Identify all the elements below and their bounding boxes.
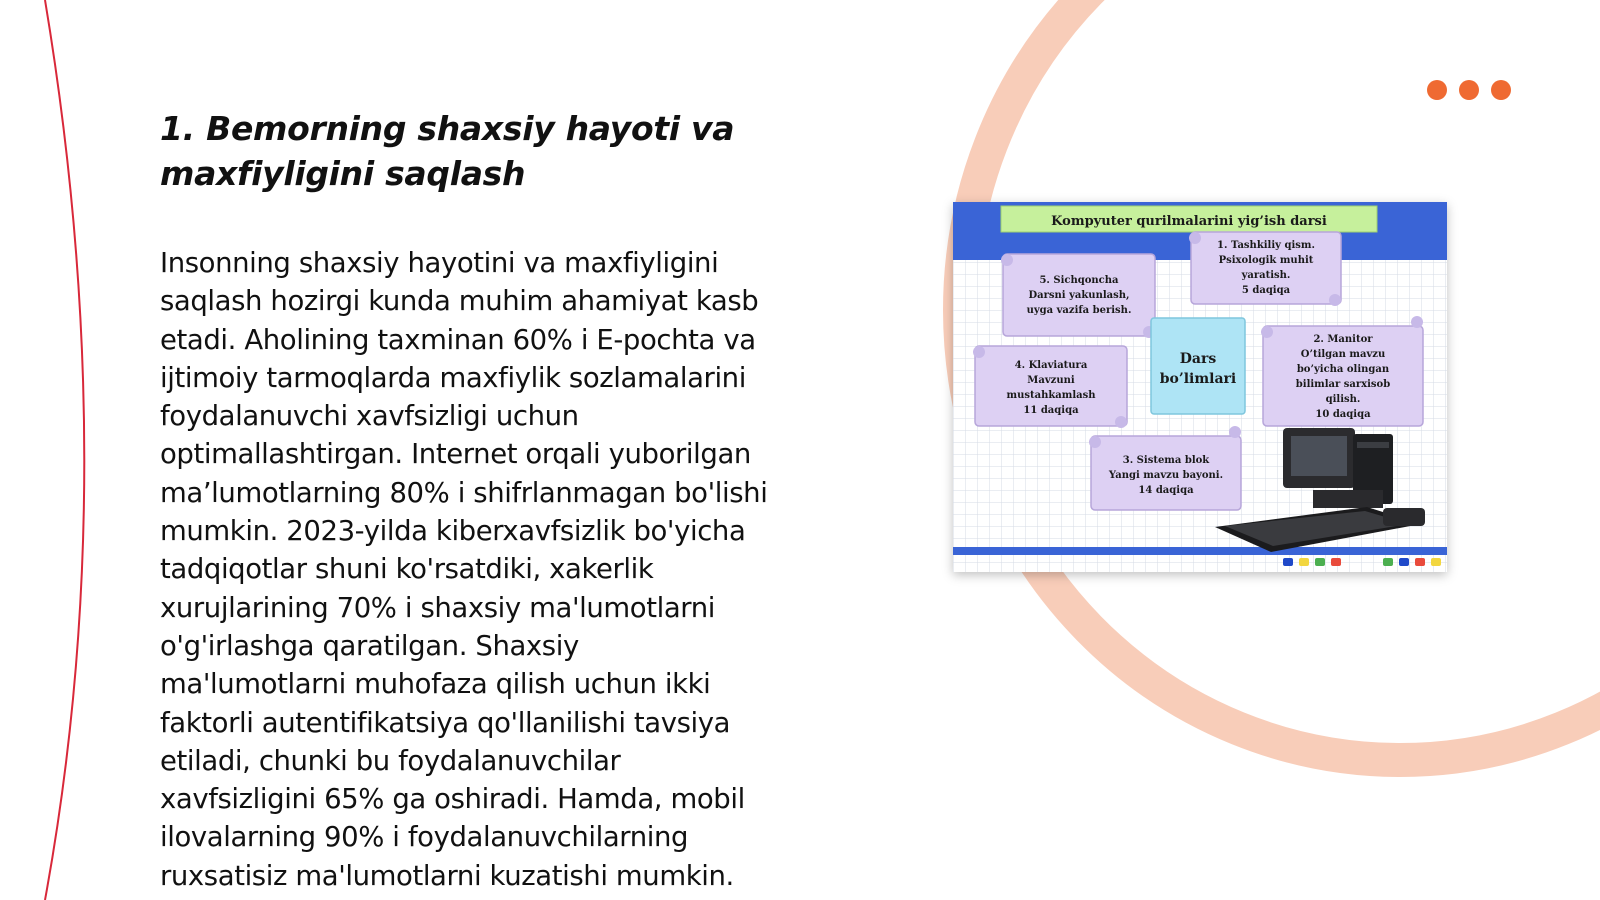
scroll-3-line: 3. Sistema blok [1122,455,1210,466]
scroll-2-line: 2. Manitor [1313,334,1373,345]
body-line: xavfsizligini 65% ga oshiradi. Hamda, mobil [160,783,745,816]
body-paragraph [160,244,850,895]
scroll-1-line: 1. Tashkiliy qism. [1217,240,1315,251]
scroll-5-line: 5. Sichqoncha [1039,275,1119,286]
body-line: etadi. Aholining taxminan 60% i E-pochta va [160,323,756,356]
scroll-4-line: 11 daqiqa [1023,405,1079,416]
scroll-2-line: O’tilgan mavzu [1300,349,1386,360]
scroll-4 [973,346,1127,428]
scroll-1-line: 5 daqiqa [1241,285,1291,296]
body-line: xurujlarining 70% i shaxsiy ma'lumotlarni [160,591,715,624]
body-line: o'g'irlashga qaratilgan. Shaxsiy [160,629,579,662]
scroll-4-line: 4. Klaviatura [1014,360,1088,371]
scroll-2-line: qilish. [1325,394,1361,405]
scroll-1 [1189,232,1341,306]
body-line: ma’lumotlarning 80% i shifrlanmagan bo'lishi [160,476,768,509]
scroll-4-line: Mavzuni [1027,375,1075,386]
body-line: mumkin. 2023-yilda kiberxavfsizlik bo'yicha [160,515,746,548]
scroll-2-line: bo’yicha olingan [1296,364,1390,375]
body-line: ma'lumotlarni muhofaza qilish uchun ikki [160,668,711,701]
dot-icon [1427,80,1447,100]
body-line: etiladi, chunki bu foydalanuvchilar [160,744,621,777]
center-box [1151,318,1245,414]
body-line: ilovalarning 90% i foydalanuvchilarning [160,821,689,854]
scroll-3 [1089,426,1241,510]
figure-title: Kompyuter qurilmalarini yig’ish darsi [1051,214,1327,229]
scroll-5-line: Darsni yakunlash, [1028,290,1130,301]
scroll-5-line: uyga vazifa berish. [1026,305,1132,316]
scroll-5 [1001,254,1155,338]
center-line: Dars [1179,351,1217,367]
scroll-2-line: bilimlar sarxisob [1295,379,1391,390]
scroll-3-line: 14 daqiqa [1138,485,1194,496]
scroll-1-line: Psixologik muhit [1218,255,1314,266]
body-line: Insonning shaxsiy hayotini va maxfiyligini [160,247,719,279]
scroll-4-line: mustahkamlash [1006,390,1096,401]
scroll-2-line: 10 daqiqa [1315,409,1371,420]
left-curve-decoration [0,0,120,900]
menu-dots-icon [1427,80,1511,100]
scroll-2 [1261,316,1423,426]
center-line: bo’limlari [1159,371,1237,387]
body-line: tadqiqotlar shuni ko'rsatdiki, xakerlik [160,553,654,586]
title-line: maxfiyligini saqlash [160,154,526,193]
body-line: faktorli autentifikatsiya qo'llanilishi tavsiya [160,706,731,739]
scroll-3-line: Yangi mavzu bayoni. [1108,470,1224,481]
slide-title [160,106,860,196]
scroll-1-line: yaratish. [1241,270,1291,281]
dot-icon [1459,80,1479,100]
body-line: foydalanuvchi xavfsizligi uchun [160,400,579,433]
body-line: ijtimoiy tarmoqlarda maxfiylik sozlamalarini [160,361,746,394]
title-line: 1. Bemorning shaxsiy hayoti va [160,109,735,148]
dot-icon [1491,80,1511,100]
body-line: ruxsatisiz ma'lumotlarni kuzatishi mumkin. [160,859,734,892]
lesson-structure-image [953,202,1447,572]
body-line: saqlash hozirgi kunda muhim ahamiyat kasb [160,285,759,318]
lesson-diagram [953,202,1447,572]
body-line: optimallashtirgan. Internet orqali yuborilgan [160,438,751,471]
